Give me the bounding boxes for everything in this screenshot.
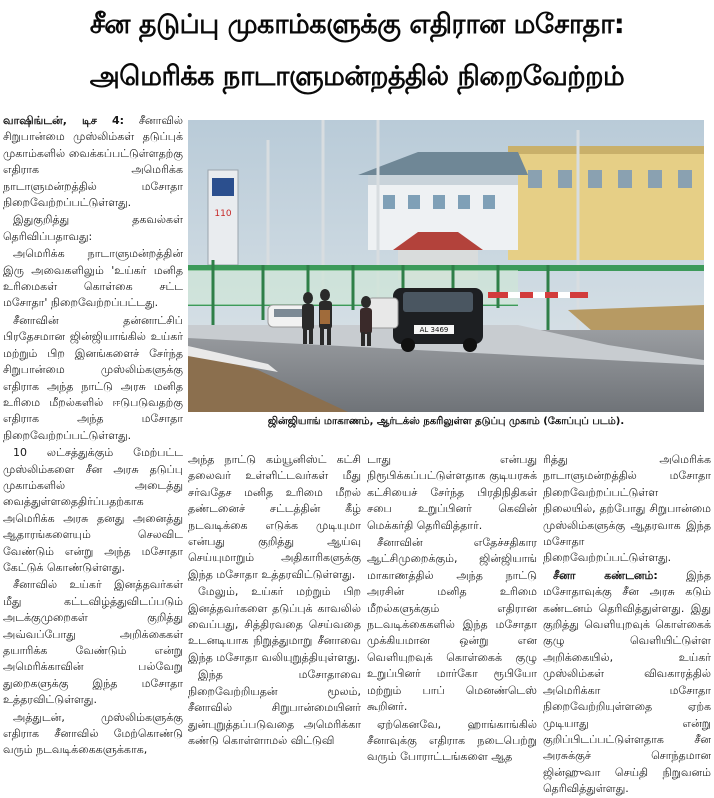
headline-line-2: அமெரிக்க நாடாளுமன்றத்தில் நிறைவேற்றம் — [89, 61, 625, 92]
headline-line-1: சீன தடுப்பு முகாம்களுக்கு எதிரான மசோதா: — [89, 9, 625, 40]
article-column-1 — [3, 113, 183, 757]
article-column-3 — [367, 452, 537, 764]
article-column-2 — [188, 452, 361, 747]
article-paragraph: டாது என்பது நிரூபிக்கப்பட்டுள்ளதாக குடியரசுக் கட்சியைச் சேர்ந்த பிரதிநிதிகள் சபை உறுப்பினர் கெவின் மெக்கர்தி தெரிவித்தார். — [367, 453, 537, 532]
article-column-4 — [543, 452, 711, 796]
paragraph-text: இந்த மசோதாவுக்கு சீன அரசு கடும் கண்டனம் தெரிவித்துள்ளது. இது குறித்து வெளியுறவுக் கொள்கைக் குழு வெளியிட்டுள்ள அறிக்கையில், உய்கர் முஸ்லிம்கள் விவகாரத்தில் அமெரிக்கா மசோதா நிறைவேற்றியுள்ளதை ஏற்க முடியாது என்று குறிப்பிடப்பட்டுள்ளதாக சீன அரசுக்குச் சொந்தமான ஜின்ஹுவா செய்தி நிறுவனம் தெரிவித்துள்ளது. — [543, 568, 711, 796]
article-paragraph: இதுகுறித்து தகவல்கள் தெரிவிப்பதாவது: — [3, 213, 183, 243]
sign-number: 110 — [214, 209, 232, 219]
article-paragraph: அமெரிக்க நாடாளுமன்றத்தின் இரு அவைகளிலும் 'உய்கர் மனித உரிமைகள் கொள்கை சட்ட மசோதா' நிறைவேற்றப்பட்டது. — [3, 247, 183, 310]
article-paragraph: 10 லட்சத்துக்கும் மேற்பட்ட முஸ்லிம்களை சீன அரசு தடுப்பு முகாம்களில் அடைத்து வைத்துள்ளதைதிர்ப்பதற்காக அமெரிக்க அரசு தனது அனைத்து ஆதாரங்களையும் செலவிட வேண்டும் என்று அந்த மசோதா கேட்டுக் கொண்டுள்ளது. — [3, 446, 183, 574]
subheading: சீனா கண்டனம்: — [553, 568, 658, 582]
article-paragraph: சீனாவின் எதேச்சதிகார ஆட்சிமுறைக்கும், ஜின்ஜியாங் மாகாணத்தில் அந்த நாட்டு அரசின் மனித உரிமை மீறல்களுக்கும் எதிரான நடவடிக்கைகளில் இந்த மசோதா முக்கியமான ஒன்று என வெளியுறவுக் கொள்கைக் குழு உறுப்பினர் மார்கோ ரூபியோ மற்றும் பாப் மெனண்டெஸ் கூறினர். — [367, 536, 537, 714]
article-paragraph: இந்த மசோதாவை நிறைவேற்றியதன் மூலம், சீனாவில் சிறுபான்மையினர் துன்புறுத்தப்படுவதை அமெரிக்கா கண்டு கொள்ளாமல் விட்டுவி — [188, 668, 361, 747]
article-paragraph — [3, 113, 183, 211]
news-photo — [188, 120, 704, 412]
article-paragraph: ரித்து அமெரிக்க நாடாளுமன்றத்தில் மசோதா நிறைவேற்றப்பட்டுள்ள நிலையில், தற்போது சிறுபான்மை முஸ்லிம்களுக்கு ஆதரவாக இந்த மசோதா நிறைவேற்றப்பட்டுள்ளது. — [543, 453, 711, 565]
headline — [0, 0, 714, 108]
detention-camp-photo — [188, 120, 704, 412]
license-plate: AL 3469 — [419, 326, 449, 334]
article-paragraph: சீனாவில் உய்கர் இனத்தவர்கள் மீது கட்டவிழ்த்துவிடப்படும் அடக்குமுறைகள் குறித்து அவ்வப்போது அறிக்கைகள் தயாரிக்க வேண்டும் என்று அமெரிக்காவின் பல்வேறு துறைகளுக்கு இந்த மசோதா உத்தரவிட்டுள்ளது. — [3, 578, 183, 707]
article-paragraph: அத்துடன், முஸ்லிம்களுக்கு எதிராக சீனாவில் மேற்கொண்டு வரும் நடவடிக்கைகளுக்காக, — [3, 710, 183, 757]
article-paragraph: சீனாவின் தன்னாட்சிப் பிரதேசமான ஜின்ஜியாங்கில் உய்கர் மற்றும் பிற இனங்களைச் சேர்ந்த சிறுபான்மை முஸ்லிம்களுக்கு எதிராக அந்த நாட்டு அரசு மனித உரிமை மீறல்களில் ஈடுபடுவதற்கு எதிராக அந்த மசோதா நிறைவேற்றப்பட்டுள்ளது. — [3, 313, 183, 442]
article-paragraph: ஏற்கெனவே, ஹாங்காங்கில் சீனாவுக்கு எதிராக நடைபெற்று வரும் போராட்டங்களை ஆத — [367, 717, 537, 764]
article-paragraph: அந்த நாட்டு கம்யூனிஸ்ட் கட்சி தலைவர் உள்ளிட்டவர்கள் மீது சர்வதேச மனித உரிமை மீறல் தண்டனைச் சட்டத்தின் கீழ் நடவடிக்கை எடுக்க முடியுமா என்பது குறித்து ஆய்வு செய்யுமாறும் அதிகாரிகளுக்கு இந்த மசோதா உத்தரவிட்டுள்ளது. — [188, 453, 361, 581]
article-paragraph: மேலும், உய்கர் மற்றும் பிற இனத்தவர்களை தடுப்புக் காவலில் வைப்பது, சித்திரவதை செய்வதை உடனடியாக நிறுத்துமாறு சீனாவை இந்த மசோதா வலியுறுத்தியுள்ளது. — [188, 585, 361, 664]
paragraph-text: சீனாவில் சிறுபான்மை முஸ்லிம்கள் தடுப்புக் முகாம்களில் வைக்கப்பட்டுள்ளதற்கு எதிராக அமெரிக்க நாடாளுமன்றத்தில் மசோதா நிறைவேற்றப்பட்டுள்ளது. — [3, 114, 183, 210]
photo-caption: ஜின்ஜியாங் மாகாணம், ஆர்டக்ஸ் நகரிலுள்ள தடுப்பு முகாம் (கோப்புப் படம்). — [267, 416, 625, 427]
dateline: வாஷிங்டன், டிச 4: — [3, 114, 125, 127]
article-paragraph — [543, 568, 711, 798]
